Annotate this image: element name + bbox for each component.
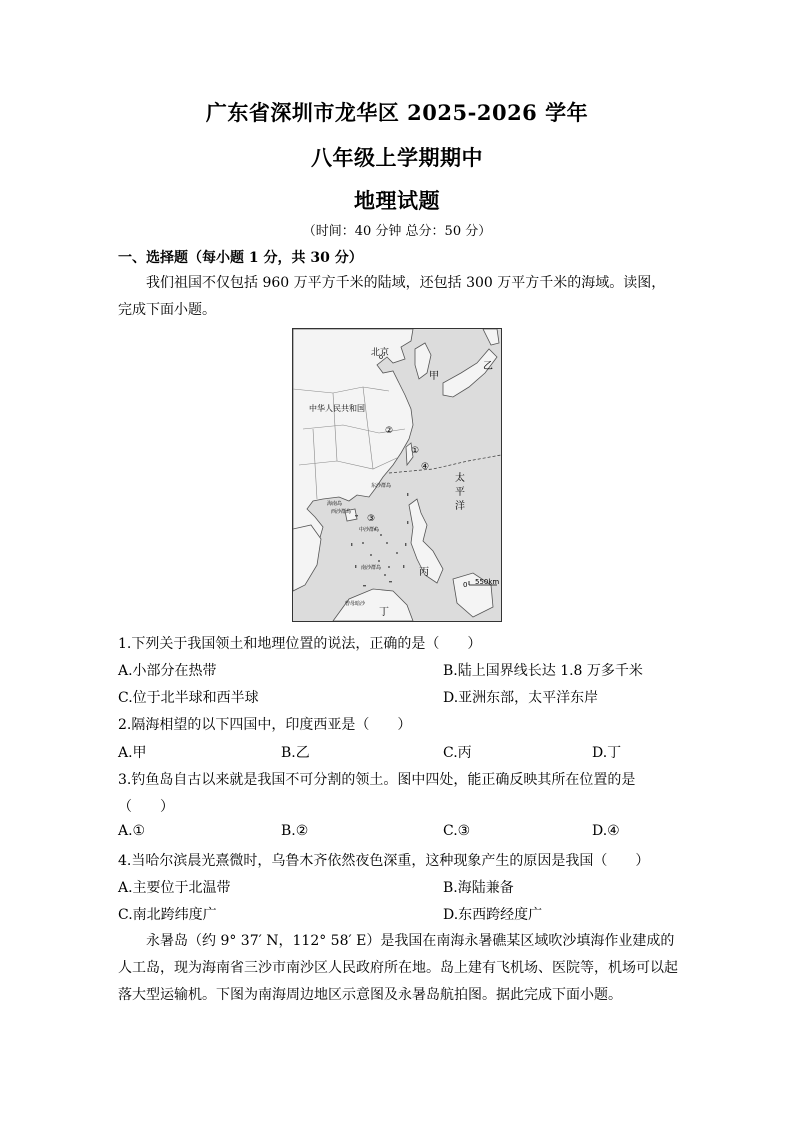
question-3-stem-cont: （ ） [118,799,174,815]
section-intro: 我们祖国不仅包括 960 万平方千米的陆域，还包括 300 万平方千米的海域。读图，完成下面小题。 [118,275,666,318]
map-label-yi: 乙 [483,361,493,372]
question-2-option-a: A.甲 [118,745,147,761]
question-3-option-a: A.① [118,823,146,839]
map-small-1: 东沙群岛 [371,483,392,489]
question-1-option-a: A.小部分在热带 [118,663,217,679]
map-scale-zero: 0 [463,581,468,589]
question-3-option-d: D.④ [592,823,620,839]
section-heading: 一、选择题（每小题 1 分，共 30 分） [118,250,363,266]
map-label-pacific-1: 太 [455,473,465,484]
question-3-stem: 3.钓鱼岛自古以来就是我国不可分割的领土。图中四处，能正确反映其所在位置的是 [118,772,636,788]
map-small-6: 曾母暗沙 [345,601,366,607]
map-label-pacific-3: 洋 [455,501,465,512]
map-label-jia: 甲 [429,371,439,382]
exam-title-line2: 八年级上学期期中 [311,145,483,170]
question-4-option-c: C.南北跨纬度广 [118,907,217,923]
question-4-stem: 4.当哈尔滨晨光熹微时，乌鲁木齐依然夜色深重，这种现象产生的原因是我国（ ） [118,853,650,869]
map-small-4: 南沙群岛 [361,565,382,571]
map-mark-3: ③ [367,514,376,524]
question-2-option-d: D.丁 [592,745,622,761]
map-small-3: 中沙群岛 [359,527,380,533]
exam-time-info: （时间：40 分钟 总分：50 分） [302,224,492,239]
map-label-pacific-2: 平 [455,487,465,498]
map-mark-4: ④ [421,462,430,472]
map-label-beijing: 北京 [371,348,390,358]
map-scale: 550km [475,578,500,586]
question-1-option-c: C.位于北半球和西半球 [118,690,259,706]
question-3-option-c: C.③ [443,823,471,839]
exam-title-line3: 地理试题 [354,188,440,213]
question-1-option-d: D.亚洲东部，太平洋东岸 [443,690,599,706]
china-map [292,328,502,622]
question-4-option-b: B.海陆兼备 [443,880,514,896]
question-2-option-b: B.乙 [281,745,310,761]
map-small-5: 海南岛 [327,501,343,507]
question-2-option-c: C.丙 [443,745,472,761]
question-2-stem: 2.隔海相望的以下四国中，印度西亚是（ ） [118,717,412,733]
question-1-stem: 1.下列关于我国领土和地理位置的说法，正确的是（ ） [118,636,482,652]
question-1-option-b: B.陆上国界线长达 1.8 万多千米 [443,663,643,679]
question-4-option-a: A.主要位于北温带 [118,880,231,896]
question-4-option-d: D.东西跨经度广 [443,907,543,923]
map-label-prc: 中华人民共和国 [309,404,365,413]
map-small-2: 西沙群岛 [331,509,352,515]
map-mark-2: ② [385,426,394,436]
map-label-ding: 丁 [379,607,389,618]
map-label-bing: 丙 [419,567,429,578]
section2-intro: 永暑岛（约 9° 37′ N，112° 58′ E）是我国在南海永暑礁某区域吹沙填海作业建成的人工岛，现为海南省三沙市南沙区人民政府所在地。岛上建有飞机场、医院等，机场可以起落大型运输机。下图为南海周边地区示意图及永暑岛航拍图。据此完成下面小题。 [118,933,678,1003]
question-3-option-b: B.② [281,823,309,839]
exam-title-line1: 广东省深圳市龙华区 2025-2026 学年 [205,100,589,125]
map-mark-1: ① [411,446,420,456]
